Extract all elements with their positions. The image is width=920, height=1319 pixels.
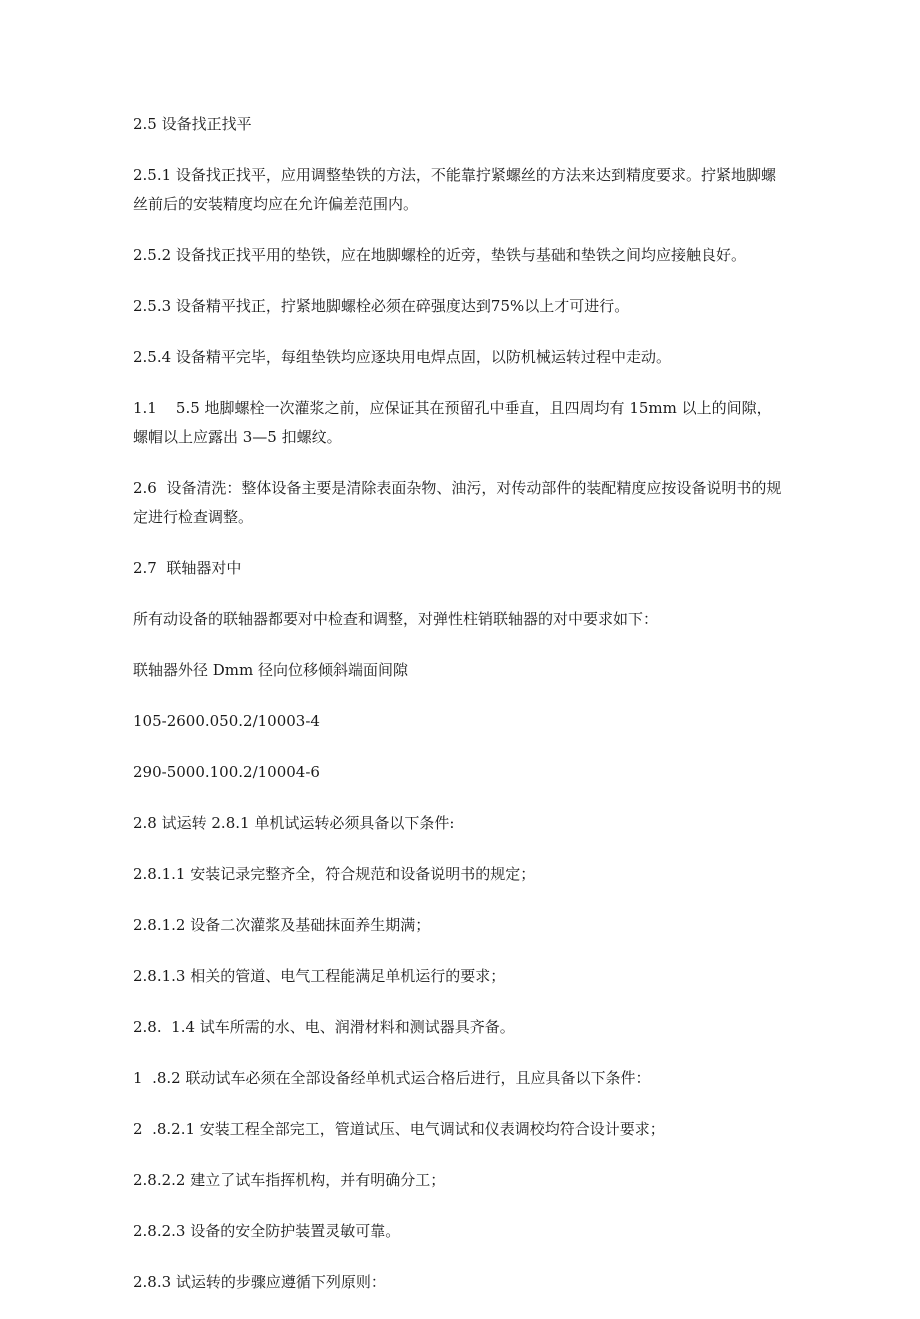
heading-2-7-coupling-alignment: 2.7 联轴器对中 <box>133 559 242 577</box>
heading-2-8-trial-run: 2.8 试运转 2.8.1 单机试运转必须具备以下条件: <box>133 814 455 832</box>
paragraph-2-8-1-4: 2.8. 1.4 试车所需的水、电、润滑材料和测试器具齐备。 <box>133 1018 515 1036</box>
paragraph-2-8-2-2: 2.8.2.2 建立了试车指挥机构，并有明确分工； <box>133 1171 446 1189</box>
coupling-table-row: 290-5000.100.2/10004-6 <box>133 763 320 781</box>
paragraph-2-8-1-1: 2.8.1.1 安装记录完整齐全，符合规范和设备说明书的规定； <box>133 865 536 883</box>
paragraph-2-8-2-1: 2 .8.2.1 安装工程全部完工，管道试压、电气调试和仪表调校均符合设计要求； <box>133 1120 665 1138</box>
paragraph-anchor-bolt-grouting: 1.1 5.5 地脚螺栓一次灌浆之前，应保证其在预留孔中垂直，且四周均有 15mm 以上的间隙，螺帽以上应露出 3—5 扣螺纹。 <box>133 399 772 446</box>
paragraph-2-8-1-3: 2.8.1.3 相关的管道、电气工程能满足单机运行的要求； <box>133 967 506 985</box>
paragraph-2-8-1-2: 2.8.1.2 设备二次灌浆及基础抹面养生期满； <box>133 916 431 934</box>
coupling-table-header: 联轴器外径 Dmm 径向位移倾斜端面间隙 <box>133 661 409 679</box>
paragraph-coupling-requirements: 所有动设备的联轴器都要对中检查和调整，对弹性柱销联轴器的对中要求如下： <box>133 610 659 628</box>
paragraph-2-6-cleaning: 2.6 设备清洗：整体设备主要是清除表面杂物、油污，对传动部件的装配精度应按设备说明书的规定进行检查调整。 <box>133 479 782 526</box>
paragraph-2-5-1: 2.5.1 设备找正找平，应用调整垫铁的方法，不能靠拧紧螺丝的方法来达到精度要求。拧紧地脚螺丝前后的安装精度均应在允许偏差范围内。 <box>133 166 776 213</box>
paragraph-2-8-3: 2.8.3 试运转的步骤应遵循下列原则： <box>133 1273 386 1291</box>
paragraph-2-8-2-3: 2.8.2.3 设备的安全防护装置灵敏可靠。 <box>133 1222 401 1240</box>
coupling-table-row: 105-2600.050.2/10003-4 <box>133 712 320 730</box>
document-body <box>133 110 783 1319</box>
heading-2-5: 2.5 设备找正找平 <box>133 115 252 133</box>
paragraph-2-8-2: 1 .8.2 联动试车必须在全部设备经单机式运合格后进行，且应具备以下条件： <box>133 1069 651 1087</box>
paragraph-2-5-3: 2.5.3 设备精平找正，拧紧地脚螺栓必须在碎强度达到75%以上才可进行。 <box>133 297 630 315</box>
paragraph-2-5-4: 2.5.4 设备精平完毕，每组垫铁均应逐块用电焊点固，以防机械运转过程中走动。 <box>133 348 671 366</box>
paragraph-2-5-2: 2.5.2 设备找正找平用的垫铁，应在地脚螺栓的近旁，垫铁与基础和垫铁之间均应接触良好。 <box>133 246 746 264</box>
